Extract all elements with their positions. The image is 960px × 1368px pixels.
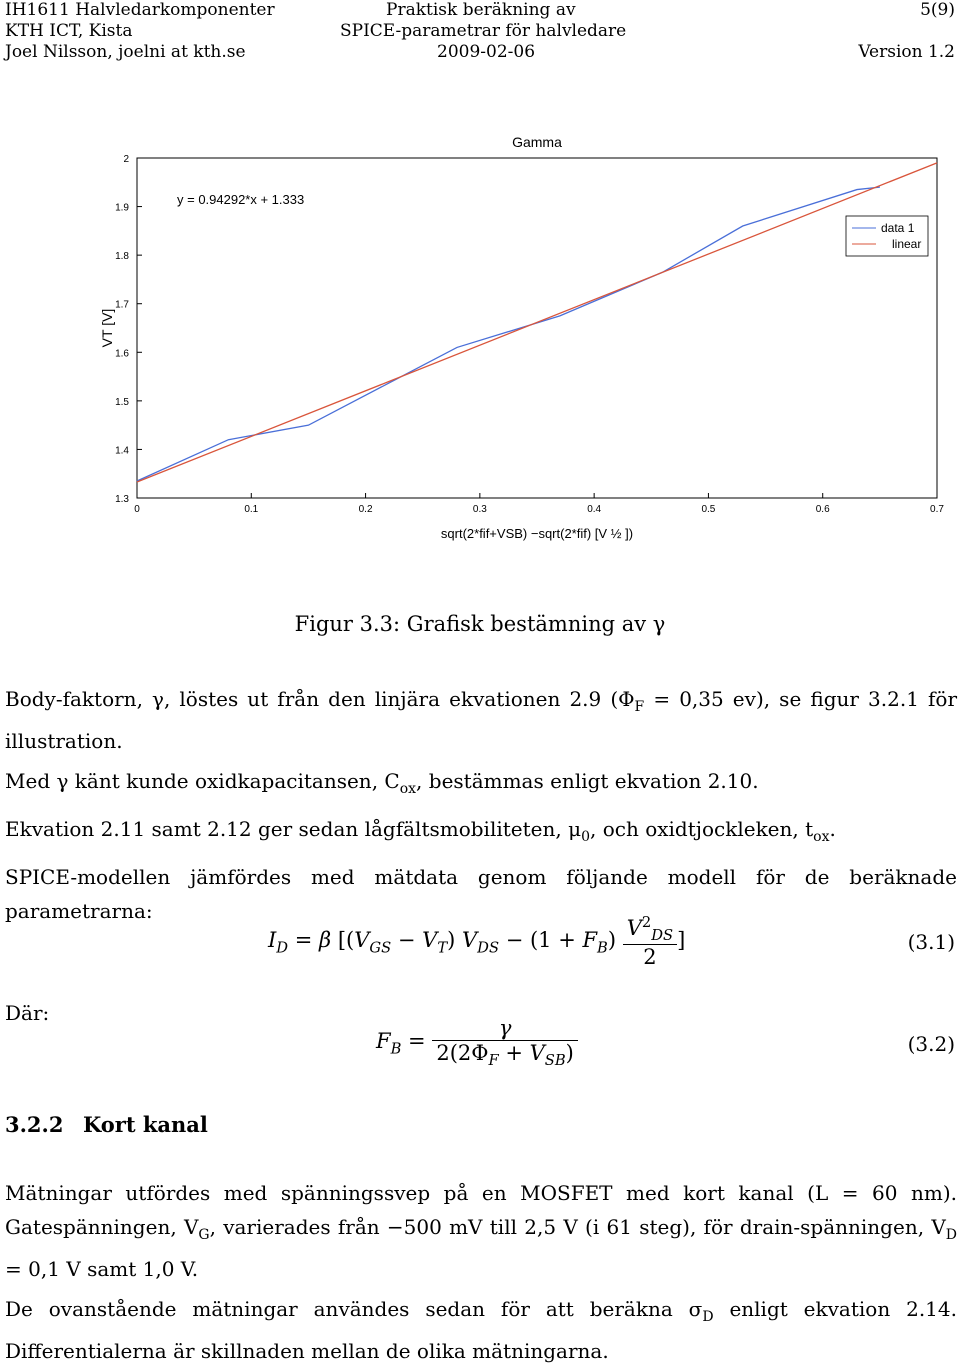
section-heading — [5, 1112, 208, 1137]
header-page: 5(9) — [920, 0, 955, 20]
x-tick-label: 0.5 — [701, 504, 716, 515]
equation-fb: $F_B$ = $\frac{\gamma}{2(2\Phi_F + V_{SB})}$ — [376, 1016, 578, 1069]
y-axis-label: VT [V] — [99, 308, 115, 348]
header-title-line2: SPICE-parametrar för halvledare — [340, 21, 627, 41]
p2-sub: ox — [399, 781, 417, 797]
p3-sub2: ox — [813, 829, 830, 845]
paragraph-short-channel — [5, 1176, 957, 1286]
x-tick-label: 0.7 — [930, 504, 944, 515]
p3-sub1: 0 — [581, 829, 591, 845]
x-tick-label: 0.3 — [472, 504, 487, 515]
y-tick-label: 1.6 — [115, 348, 129, 360]
paragraph-body-factor — [5, 682, 957, 758]
y-tick-label: 1.3 — [115, 494, 129, 505]
y-tick-label: 1.8 — [115, 251, 129, 263]
equation-drain-current: $I_D = \beta$ [$(V_{GS} - V_T) V_{DS} - (1 + F_B)$ $\frac{V^2_{DS}}{2}$ ] — [268, 914, 686, 970]
equation-number-1: (3.1) — [907, 930, 955, 954]
y-tick-label: 1.9 — [115, 202, 129, 214]
y-tick-label: 1.7 — [115, 299, 129, 311]
p3-mid: , och oxidtjockleken, t — [590, 817, 814, 841]
x-tick-label: 0 — [134, 504, 140, 515]
paragraph-spice-model: SPICE-modellen jämfördes med mätdata genom följande modell för de beräknade parametrarna: — [5, 865, 957, 923]
header-school: KTH ICT, Kista — [5, 21, 133, 41]
p3-text: Ekvation 2.11 samt 2.12 ger sedan lågfältsmobiliteten, μ — [5, 817, 582, 841]
p6-end: enligt ekvation 2.14. Differentialerna är skillnaden mellan de olika mätningarna. — [5, 1297, 957, 1363]
header-course: IH1611 Halvledarkomponenter — [5, 0, 275, 20]
y-tick-label: 2 — [123, 154, 129, 165]
p1-end: = 0,35 ev), se figur 3.2.1 för illustration. — [5, 687, 958, 753]
y-tick-label: 1.4 — [115, 445, 129, 457]
header-author: Joel Nilsson, joelni at kth.se — [5, 42, 246, 62]
p5-sub2: D — [945, 1227, 957, 1243]
x-tick-label: 0.6 — [815, 504, 830, 515]
plot-area — [137, 158, 937, 498]
p5-end: = 0,1 V samt 1,0 V. — [5, 1257, 199, 1281]
chart-title: Gamma — [512, 134, 562, 150]
gamma-chart — [80, 110, 960, 580]
x-tick-label: 0.4 — [587, 504, 602, 515]
header-date: 2009-02-06 — [437, 42, 536, 62]
figure-caption: Figur 3.3: Grafisk bestämning av γ — [294, 612, 666, 636]
section-title: Kort kanal — [83, 1112, 208, 1137]
p3-end: . — [829, 817, 836, 841]
p1-sub: F — [634, 699, 645, 715]
p2-text: Med γ känt kunde oxidkapacitansen, C — [5, 769, 400, 793]
p5-text: Mätningar utfördes med spänningssvep på en MOSFET med kort kanal (L = 60 nm). Gatespänningen, V — [5, 1181, 957, 1239]
x-tick-label: 0.2 — [358, 504, 373, 515]
p5-mid: , varierades från −500 mV till 2,5 V (i 61 steg), för drain-spänningen, V — [209, 1215, 946, 1239]
p6-text: De ovanstående mätningar användes sedan för att beräkna σ — [5, 1297, 703, 1321]
p1-text: Body-faktorn, γ, löstes ut från den linjära ekvationen 2.9 (Φ — [5, 687, 635, 711]
series-linear-fit-line — [137, 163, 937, 482]
paragraph-oxide-capacitance — [5, 764, 957, 806]
paragraph-mobility — [5, 812, 957, 854]
dar-label: Där: — [5, 1001, 50, 1025]
x-axis-label: sqrt(2*fif+VSB) −sqrt(2*fif) [V ½ ]) — [440, 526, 634, 541]
header-title-line1: Praktisk beräkning av — [386, 0, 576, 20]
header-version: Version 1.2 — [858, 42, 955, 62]
legend-label-data: data 1 — [881, 221, 915, 235]
p2-end: , bestämmas enligt ekvation 2.10. — [416, 769, 759, 793]
equation-number-2: (3.2) — [907, 1032, 955, 1056]
x-tick-label: 0.1 — [244, 504, 259, 515]
fit-equation-annotation: y = 0.94292*x + 1.333 — [177, 192, 305, 207]
paragraph-differentials — [5, 1292, 957, 1368]
p5-sub1: G — [198, 1227, 210, 1243]
p6-sub: D — [702, 1309, 714, 1325]
section-number: 3.2.2 — [5, 1112, 64, 1137]
legend — [846, 216, 928, 256]
legend-label-linear: linear — [892, 237, 922, 251]
y-tick-label: 1.5 — [115, 396, 129, 408]
